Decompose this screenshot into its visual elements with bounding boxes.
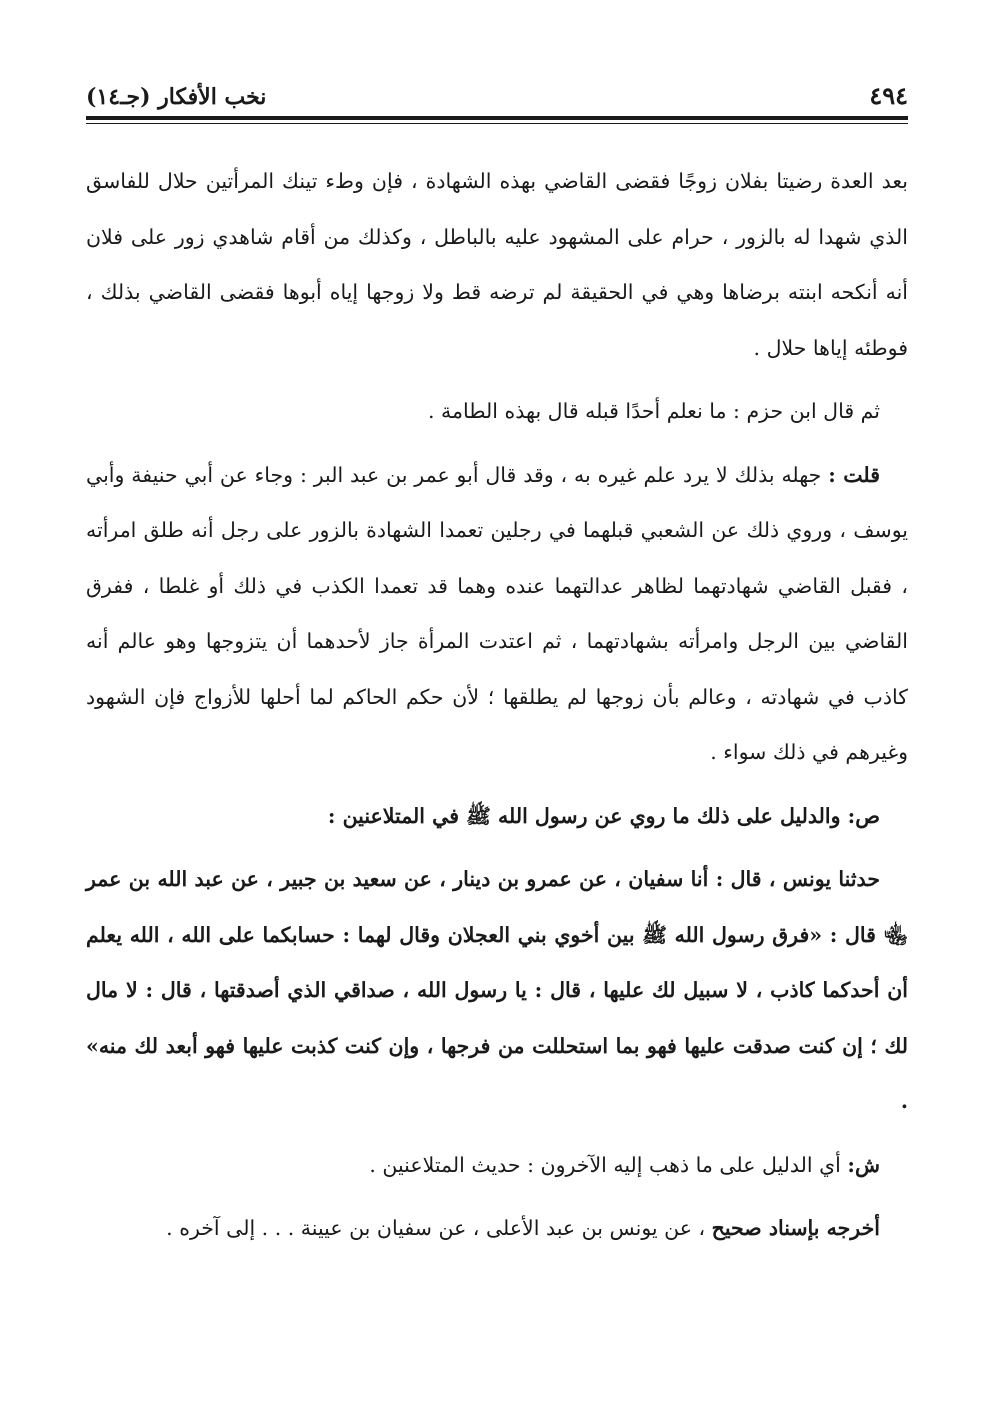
header-rule-thick <box>86 116 908 120</box>
paragraph-7-text: ، عن يونس بن عبد الأعلى ، عن سفيان بن عيينة . . . إلى آخره . <box>166 1216 712 1240</box>
document-page <box>86 74 908 1257</box>
paragraph-7-label: أخرجه بإسناد صحيح <box>711 1216 880 1240</box>
page-header <box>86 74 908 110</box>
paragraph-3-label: قلت : <box>828 462 880 487</box>
book-title: نخب الأفكار (جـ١٤) <box>86 84 267 110</box>
paragraph-4: ص: والدليل على ذلك ما روي عن رسول الله ﷺ في المتلاعنين : <box>327 803 880 828</box>
paragraph-6 <box>86 1138 908 1194</box>
paragraph-5: حدثنا يونس ، قال : أنا سفيان ، عن عمرو بن دينار ، عن سعيد بن جبير ، عن عبد الله بن عمر ﵄ قال : «فرق رسول الله ﷺ بين أخوي بني العجلان وقال لهما : حسابكما على الله ، الله يعلم أن أحدكما كاذب ، لا سبيل لك عليها ، قال : يا رسول الله ، صداقي الذي أصدقتها ، قال : لا مال لك ؛ إن كنت صدقت عليها فهو بما استحللت من فرجها ، وإن كنت كذبت عليها فهو أبعد لك منه» . <box>86 867 908 1113</box>
page-body <box>86 154 908 1257</box>
paragraph-3 <box>86 448 908 781</box>
paragraph-3-text: جهله بذلك لا يرد علم غيره به ، وقد قال أبو عمر بن عبد البر : وجاء عن أبي حنيفة وأبي يوسف ، وروي ذلك عن الشعبي قبلهما في رجلين تعمدا الشهادة بالزور على رجل أنه طلق امرأته ، فقبل القاضي شهادتهما لظاهر عدالتهما عنده وهما قد تعمدا الكذب في ذلك أو غلطا ، ففرق القاضي بين الرجل وامرأته بشهادتهما ، ثم اعتدت المرأة جاز لأحدهما أن يتزوجها وهو عالم أنه كاذب في شهادته ، وعالم بأن زوجها لم يطلقها ؛ لأن حكم الحاكم لما أحلها للأزواج فإن الشهود وغيرهم في ذلك سواء . <box>86 462 908 764</box>
header-rule-thin <box>86 123 908 124</box>
page-number: ٤٩٤ <box>869 81 908 110</box>
paragraph-6-label: ش: <box>847 1152 880 1177</box>
paragraph-2: ثم قال ابن حزم : ما نعلم أحدًا قبله قال بهذه الطامة . <box>427 399 880 423</box>
paragraph-6-text: أي الدليل على ما ذهب إليه الآخرون : حديث المتلاعنين . <box>369 1152 848 1177</box>
paragraph-7 <box>86 1201 908 1257</box>
paragraph-1: بعد العدة رضيتا بفلان زوجًا فقضى القاضي بهذه الشهادة ، فإن وطء تينك المرأتين حلال للفاسق الذي شهدا له بالزور ، حرام على المشهود عليه بالباطل ، وكذلك من أقام شاهدي زور على فلان أنه أنكحه ابنته برضاها وهي في الحقيقة لم ترضه قط ولا زوجها إياه أبوها فقضى القاضي بذلك ، فوطئه إياها حلال . <box>86 169 908 360</box>
